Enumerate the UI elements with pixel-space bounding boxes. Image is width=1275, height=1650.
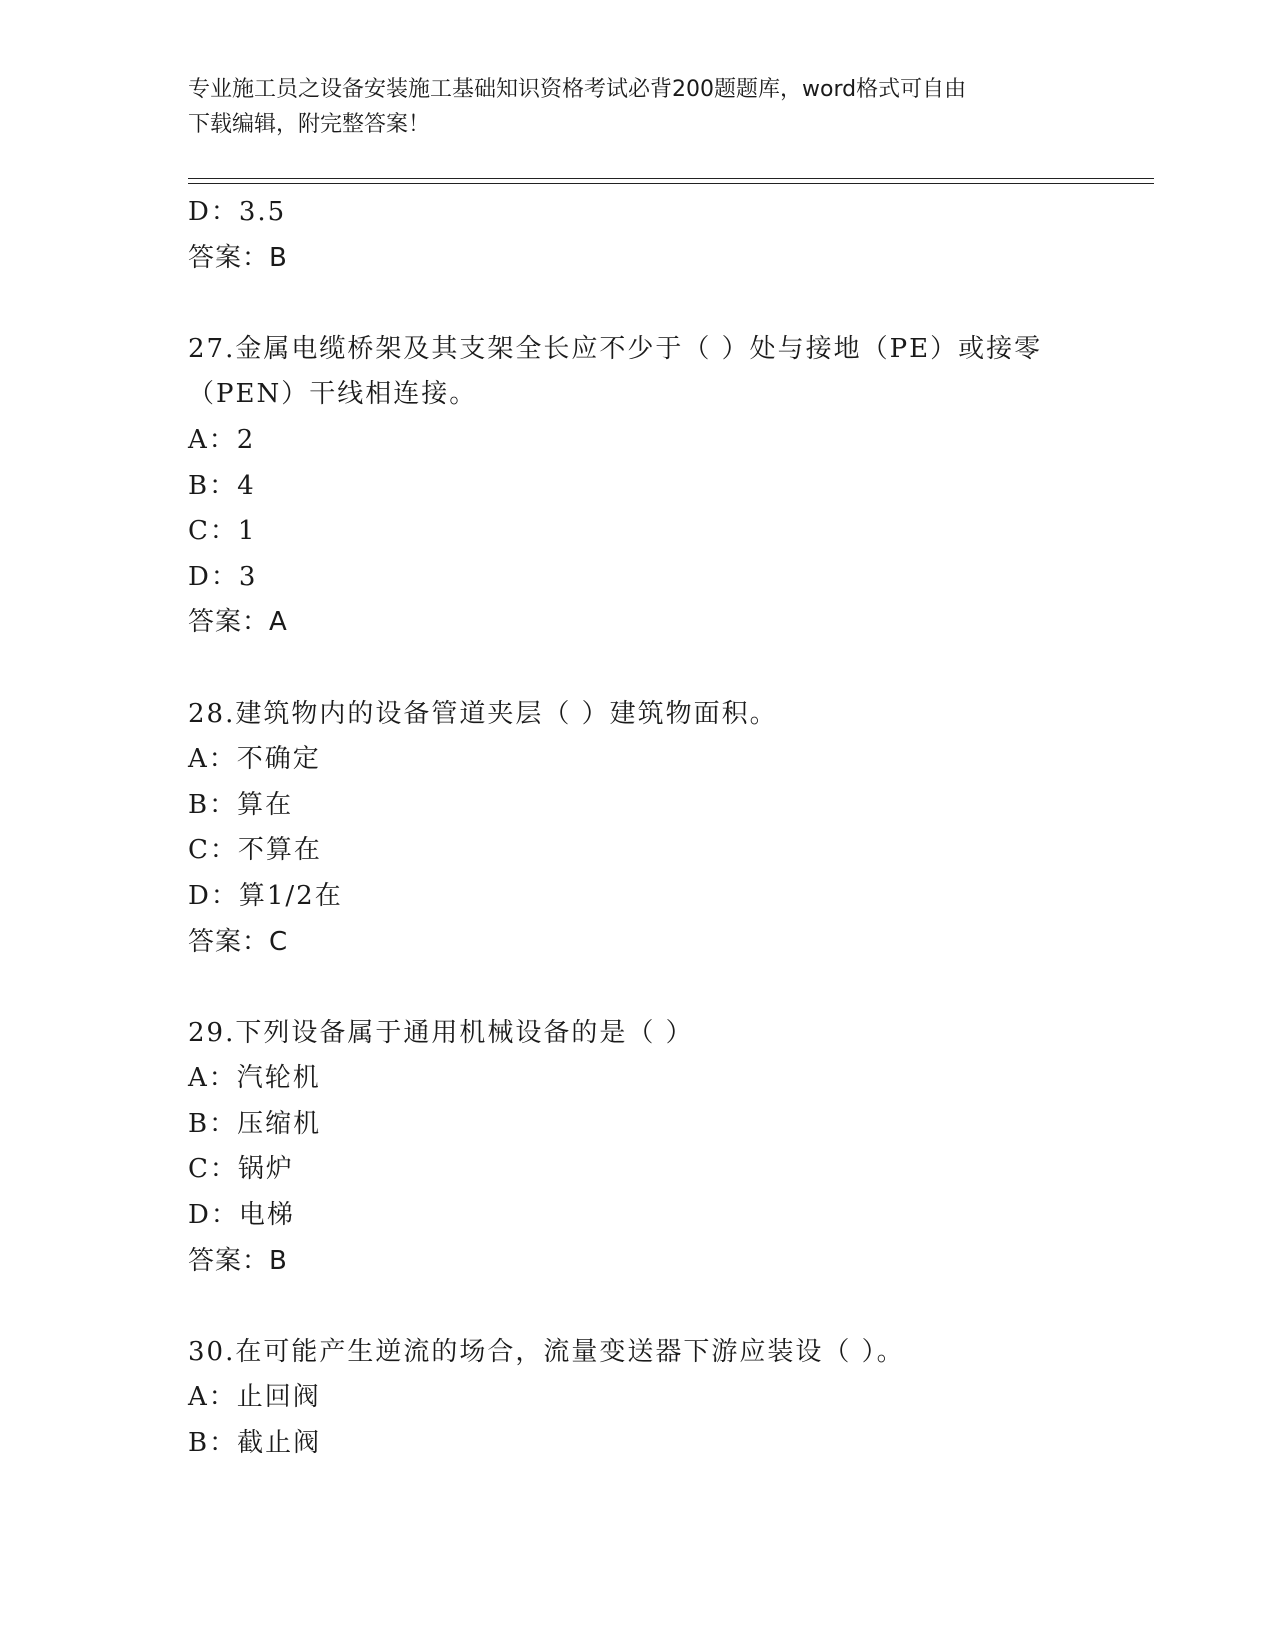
question-29-option-a: A：汽轮机 — [188, 1063, 321, 1094]
spacer — [188, 965, 1088, 1011]
question-28-option-a: A：不确定 — [188, 744, 321, 775]
question-29-option-b: B：压缩机 — [188, 1108, 322, 1139]
question-28-option-b: B：算在 — [188, 789, 294, 820]
question-28-option-c: C：不算在 — [188, 835, 322, 866]
header-divider-bottom — [188, 183, 1154, 184]
option-d: D：3.5 — [188, 197, 287, 227]
document-header — [188, 72, 1068, 142]
spacer — [188, 1284, 1088, 1330]
question-27-stem: 27.金属电缆桥架及其支架全长应不少于（ ）处与接地（PE）或接零 — [188, 333, 1043, 364]
spacer — [188, 646, 1088, 692]
header-line-2: 下载编辑，附完整答案！ — [188, 112, 431, 137]
question-27-option-b: B：4 — [188, 470, 256, 501]
question-28-option-d: D：算1/2在 — [188, 880, 343, 911]
answer-line: 答案：B — [188, 242, 288, 273]
question-list — [188, 190, 1088, 1467]
question-28-answer: 答案：C — [188, 926, 289, 957]
spacer — [188, 281, 1088, 327]
question-30-stem: 30.在可能产生逆流的场合，流量变送器下游应装设（ ）。 — [188, 1336, 905, 1367]
question-29-answer: 答案：B — [188, 1245, 288, 1276]
header-line-1: 专业施工员之设备安装施工基础知识资格考试必背200题题库，word格式可自由 — [188, 77, 967, 102]
question-29-option-d: D：电梯 — [188, 1200, 295, 1231]
question-29-stem: 29.下列设备属于通用机械设备的是（ ） — [188, 1017, 694, 1048]
header-divider-top — [188, 178, 1154, 179]
question-27-stem-cont: （PEN）干线相连接。 — [188, 379, 478, 410]
question-27-option-d: D：3 — [188, 561, 258, 592]
question-29-option-c: C：锅炉 — [188, 1154, 294, 1185]
question-27-answer: 答案：A — [188, 607, 288, 638]
question-30-option-a: A：止回阀 — [188, 1382, 321, 1413]
question-27-option-c: C：1 — [188, 516, 257, 547]
question-30-option-b: B：截止阀 — [188, 1428, 322, 1459]
question-28-stem: 28.建筑物内的设备管道夹层（ ）建筑物面积。 — [188, 698, 778, 729]
question-27-option-a: A：2 — [188, 424, 256, 455]
